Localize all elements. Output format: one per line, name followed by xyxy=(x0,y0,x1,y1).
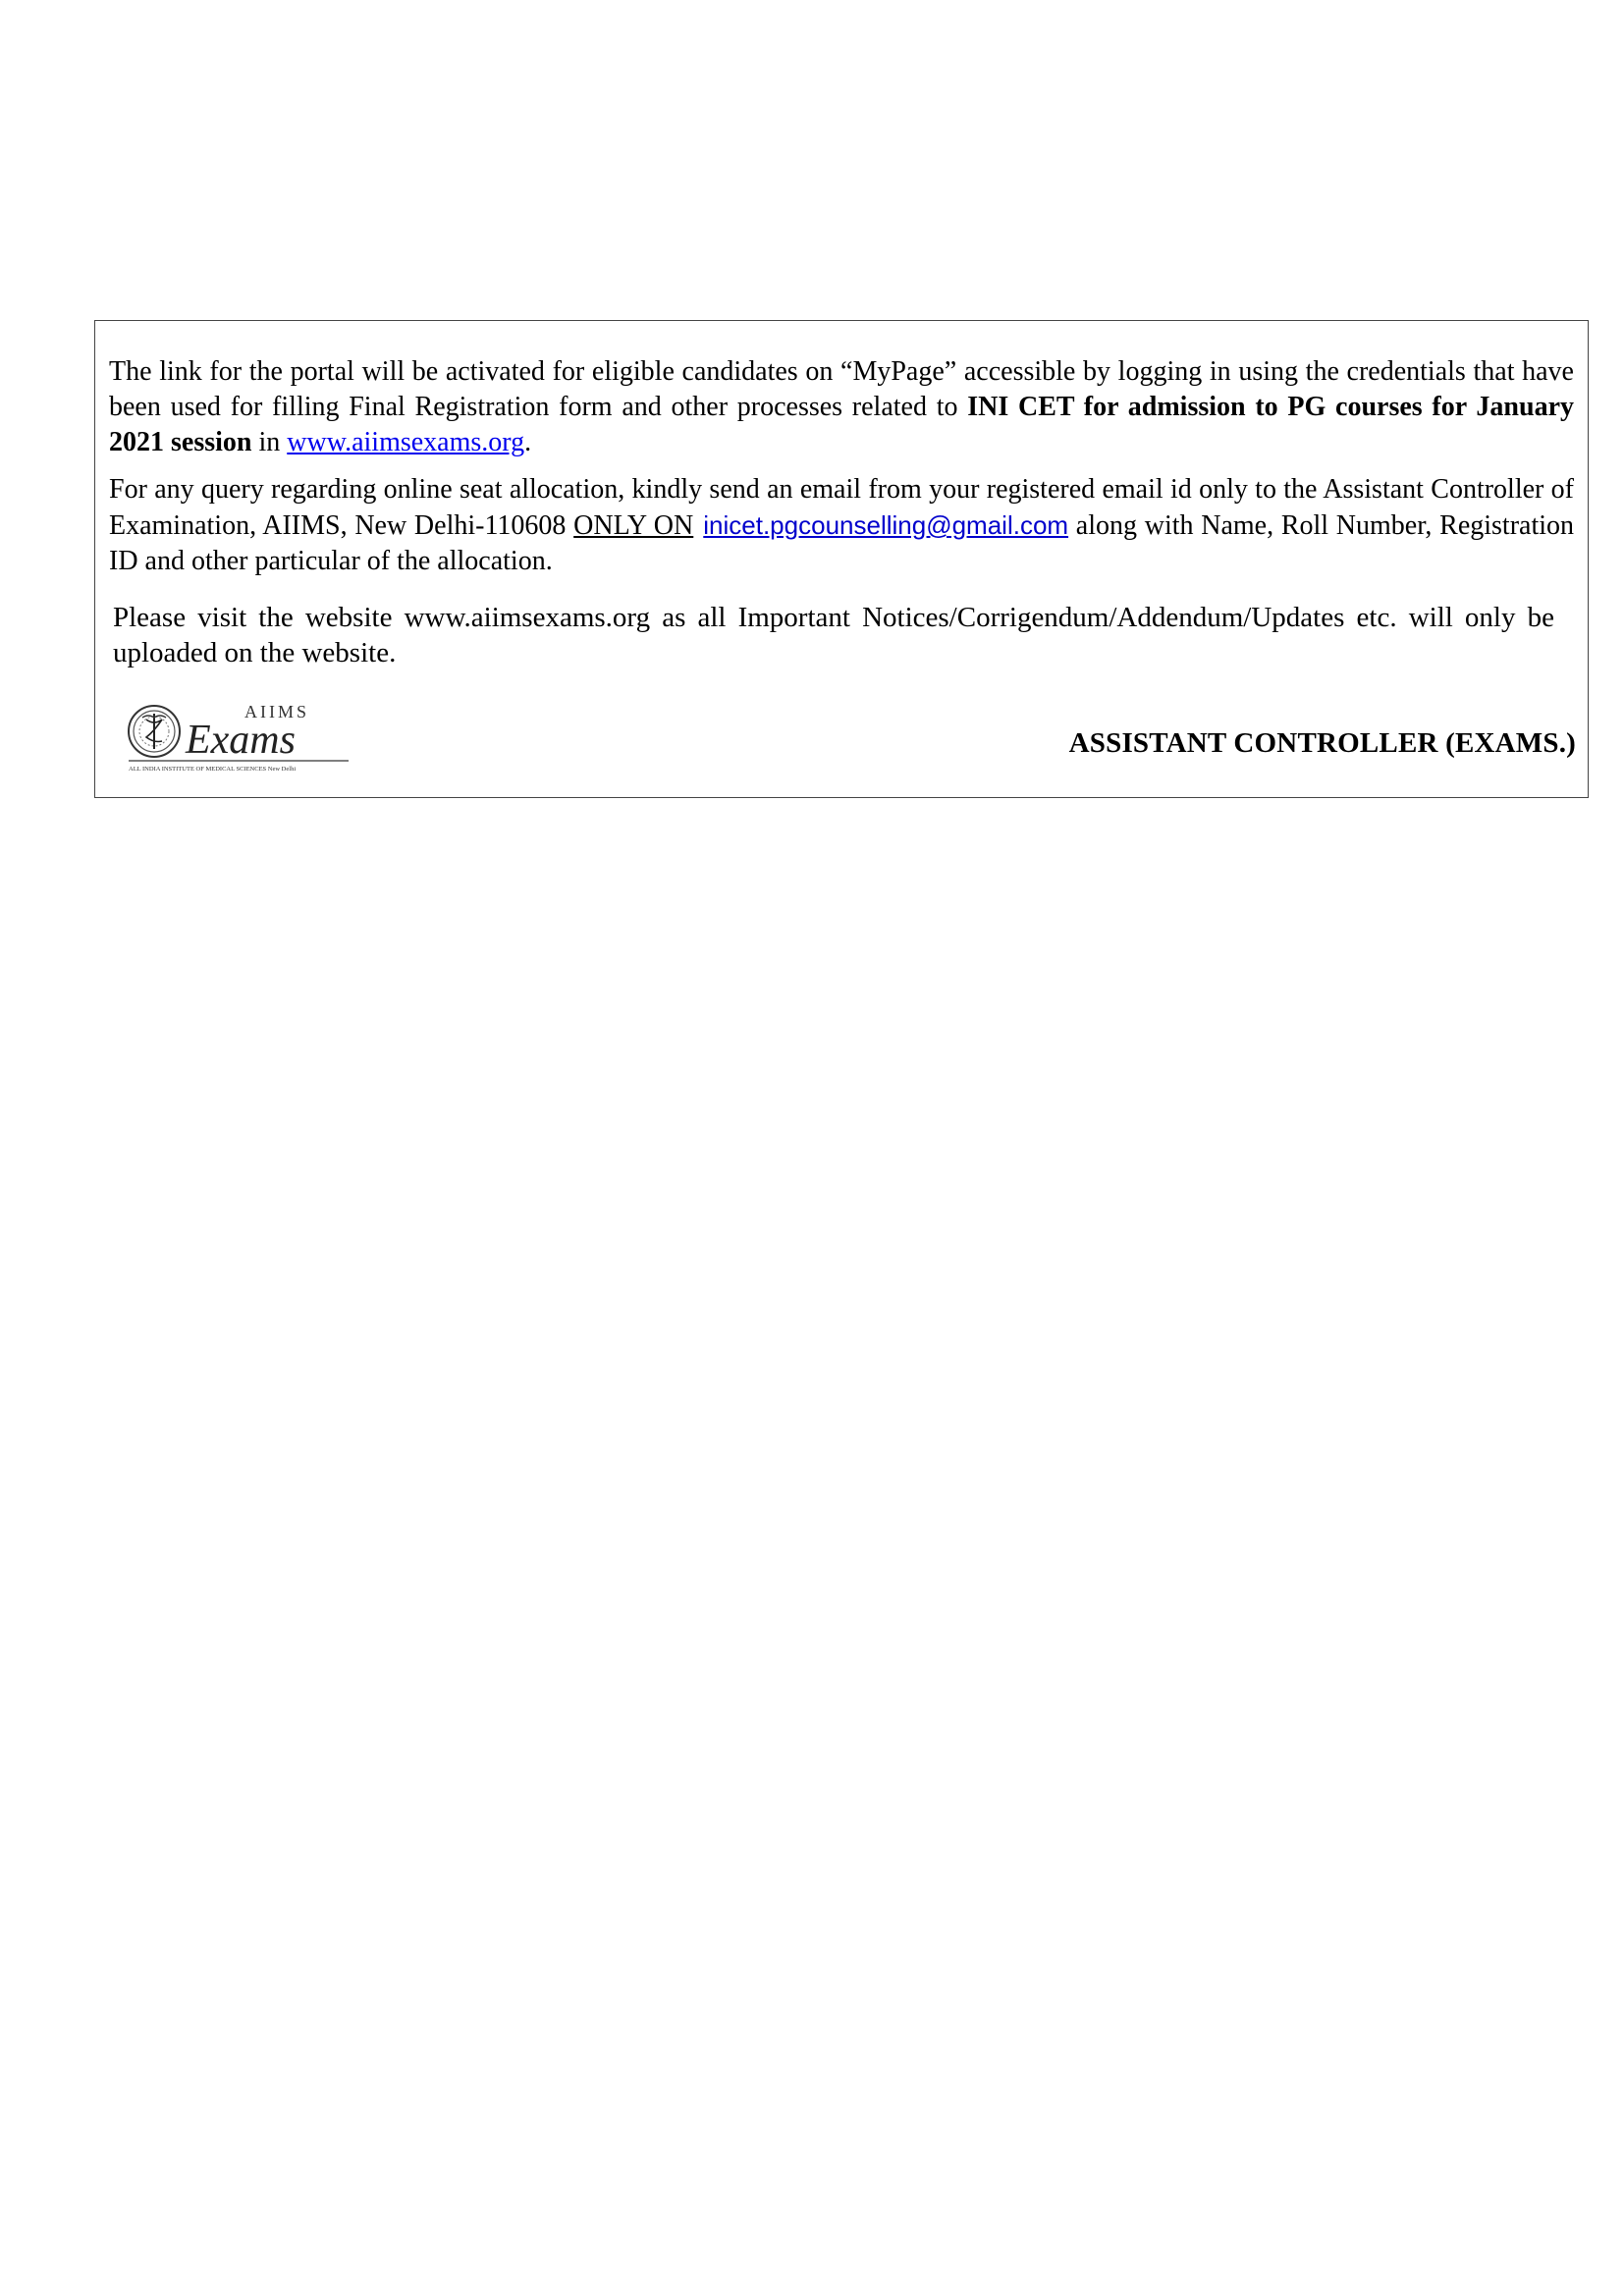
portal-text-2: in xyxy=(251,427,288,457)
portal-text-3: . xyxy=(524,427,532,457)
website-notice-paragraph: Please visit the website www.aiimsexams.org as all Important Notices/Corrigendum/Addendum/Updates etc. will only be uploaded on the website. xyxy=(113,602,1554,668)
query-text-2: along with Name, Roll Number, Registration ID and other particular of the allocation. xyxy=(109,510,1575,576)
query-text-1: For any query regarding online seat allocation, kindly send an email from your registered email id only to the Assistant Controller of Examination, AIIMS, New Delhi-110608 xyxy=(109,474,1574,541)
signature-assistant-controller: ASSISTANT CONTROLLER (EXAMS.) xyxy=(1068,727,1576,759)
query-paragraph xyxy=(109,472,1574,579)
portal-text-1: The link for the portal will be activated for eligible candidates on “MyPage” accessible by logging in using the credentials that have been used for filling Final Registration form and other processes related to xyxy=(109,356,1574,422)
ini-cet-bold-text: INI CET for admission to PG courses for January 2021 session xyxy=(109,392,1574,457)
portal-link-paragraph xyxy=(109,354,1574,460)
svg-text:ALL INDIA INSTITUTE OF MEDICAL: ALL INDIA INSTITUTE OF MEDICAL SCIENCES New Delhi xyxy=(129,766,297,773)
aiims-emblem-icon xyxy=(125,698,352,778)
only-on-text: ONLY ON xyxy=(573,510,694,541)
counselling-email-link[interactable]: inicet.pgcounselling@gmail.com xyxy=(703,510,1069,540)
aiimsexams-link[interactable]: www.aiimsexams.org xyxy=(287,427,525,457)
aiims-exams-logo xyxy=(125,698,352,778)
svg-text:AIIMS: AIIMS xyxy=(244,702,310,721)
notice-box xyxy=(94,320,1589,798)
svg-text:Exams: Exams xyxy=(186,718,296,763)
